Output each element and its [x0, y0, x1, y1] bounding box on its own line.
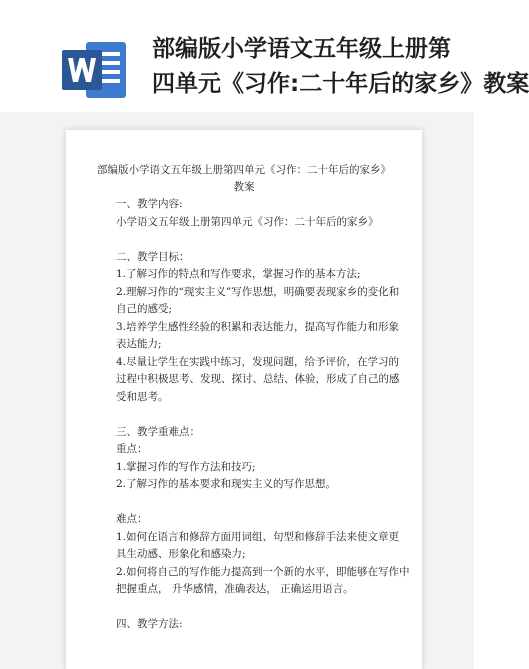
body-line: 1.如何在语言和修辞方面用词组、句型和修辞手法来使文章更: [116, 530, 400, 543]
word-document-icon: [60, 40, 130, 100]
body-line: 把握重点， 升华感情，准确表达， 正确运用语言。: [116, 583, 354, 595]
document-title: [66, 162, 422, 196]
document-body: [116, 196, 410, 634]
body-line: 三、教学重难点：: [116, 425, 200, 438]
document-title-banner: [152, 32, 529, 102]
page-header: [0, 0, 529, 112]
body-line: 具生动感、形象化和感染力;: [116, 548, 246, 560]
body-line: 2.理解习作的“现实主义”写作思想，明确要表现家乡的变化和: [116, 285, 400, 298]
banner-title-line: 部编版小学语文五年级上册第: [152, 36, 451, 62]
body-line: 自己的感受;: [116, 303, 173, 315]
body-line: 过程中积极思考、发现、探讨、总结、体验，形成了自己的感: [116, 373, 400, 385]
body-line: 一、教学内容:: [116, 198, 183, 210]
title-line: 教案: [233, 181, 255, 193]
body-line: 受和思考。: [116, 390, 169, 403]
body-line: 表达能力;: [116, 338, 162, 350]
body-line: 重点：: [116, 443, 148, 455]
paragraph-gap: [116, 406, 386, 424]
body-line: 3.培养学生感性经验的积累和表达能力，提高写作能力和形象: [116, 320, 400, 333]
body-line: 4.尽量让学生在实践中练习，发现问题，给予评价，在学习的: [116, 355, 400, 368]
body-line: 2.如何将自己的写作能力提高到一个新的水平，即能够在写作中: [116, 565, 410, 578]
body-line: 1.了解习作的特点和写作要求，掌握习作的基本方法;: [116, 268, 361, 280]
document-page: [66, 130, 422, 669]
title-line: 部编版小学语文五年级上册第四单元《习作：二十年后的家乡》: [97, 164, 391, 176]
body-line: 难点：: [116, 513, 148, 525]
banner-title-line: 四单元《习作:二十年后的家乡》教案: [152, 71, 529, 97]
paragraph-gap: [116, 231, 386, 249]
body-line: 四、教学方法:: [116, 618, 183, 630]
paragraph-gap: [116, 599, 386, 617]
body-line: 小学语文五年级上册第四单元《习作：二十年后的家乡》: [116, 215, 379, 228]
body-line: 1.掌握习作的写作方法和技巧;: [116, 460, 256, 473]
body-line: 2.了解习作的基本要求和现实主义的写作思想。: [116, 478, 337, 490]
paragraph-gap: [116, 494, 386, 512]
body-line: 二、教学目标：: [116, 250, 190, 263]
